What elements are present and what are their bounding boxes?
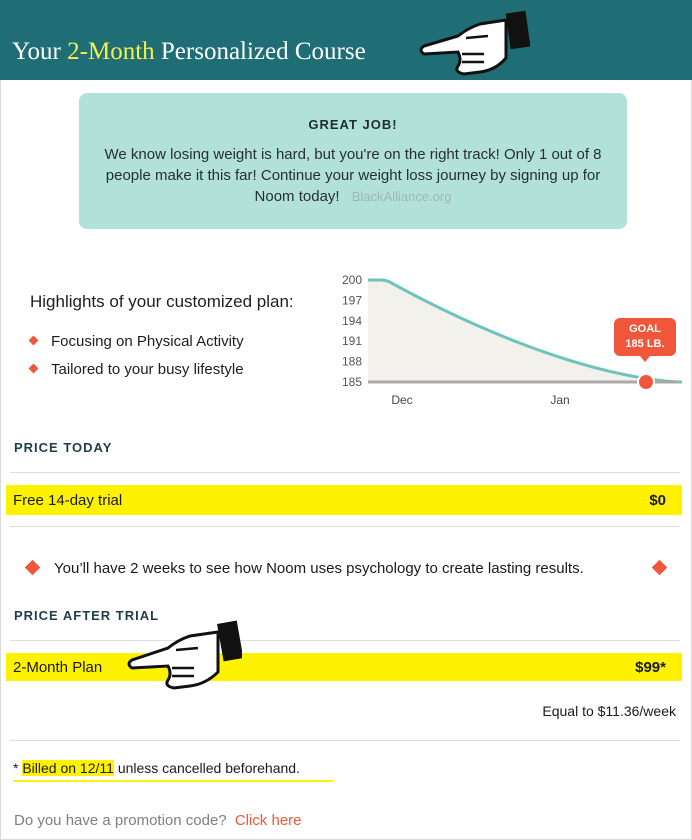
weekly-equivalent: Equal to $11.36/week — [542, 703, 676, 719]
pointing-hand-icon — [418, 6, 530, 78]
billing-underline — [13, 780, 333, 782]
billing-note — [13, 760, 300, 776]
y-tick-label: 185 — [341, 375, 362, 389]
pointing-hand-icon — [126, 618, 242, 692]
highlight-item — [30, 361, 244, 378]
x-tick-label: Jan — [550, 393, 570, 407]
highlight-item-label: Tailored to your busy lifestyle — [51, 361, 244, 378]
page-title — [12, 38, 366, 66]
highlights-title: Highlights of your customized plan: — [30, 292, 294, 311]
divider — [10, 526, 680, 527]
goal-point — [638, 374, 654, 390]
plan-item: 2-Month Plan — [13, 659, 103, 676]
diamond-bullet-icon — [29, 336, 39, 346]
y-tick-label: 191 — [341, 334, 362, 349]
plan-row — [6, 653, 682, 681]
card-heading: GREAT JOB! — [308, 117, 398, 132]
title-suffix: Personalized Course — [160, 38, 366, 65]
trial-item: Free 14-day trial — [13, 492, 123, 509]
goal-badge — [614, 318, 676, 356]
diamond-bullet-icon — [29, 364, 39, 374]
card-message: We know losing weight is hard, but you're on the right track! Only 1 out of 8 people make it this far! Continue your weight loss journey by signing up for Noom today! — [104, 146, 602, 205]
title-prefix: Your — [12, 38, 61, 65]
goal-label-top: GOAL — [629, 323, 661, 335]
plan-price: $99* — [635, 659, 666, 676]
x-tick-label: Dec — [391, 393, 413, 407]
divider — [10, 640, 680, 641]
goal-label-bottom: 185 LB. — [625, 338, 665, 350]
great-job-card — [79, 93, 627, 229]
divider — [10, 472, 680, 473]
price-after-label: PRICE AFTER TRIAL — [14, 608, 160, 623]
billing-suffix: unless cancelled beforehand. — [113, 760, 300, 776]
divider — [10, 740, 680, 741]
y-tick-label: 200 — [341, 273, 362, 287]
y-tick-label: 197 — [341, 293, 362, 308]
highlight-item-label: Focusing on Physical Activity — [51, 333, 244, 350]
promo-line — [14, 812, 302, 829]
promo-question: Do you have a promotion code? — [14, 812, 227, 829]
y-tick-label: 188 — [341, 354, 362, 369]
trial-row — [6, 485, 682, 515]
y-tick-label: 194 — [341, 313, 362, 328]
card-body — [103, 144, 603, 207]
highlight-item — [30, 333, 244, 350]
title-highlight: 2-Month — [67, 38, 155, 65]
trial-price: $0 — [649, 492, 666, 509]
watermark: BlackAlliance.org — [351, 189, 452, 204]
trial-note: You’ll have 2 weeks to see how Noom uses psychology to create lasting results. — [54, 560, 584, 577]
price-today-label: PRICE TODAY — [14, 440, 113, 455]
billing-date: Billed on 12/11 — [22, 760, 114, 776]
promo-link[interactable]: Click here — [234, 812, 302, 829]
header-banner — [0, 0, 692, 80]
billing-prefix: * — [13, 760, 23, 776]
